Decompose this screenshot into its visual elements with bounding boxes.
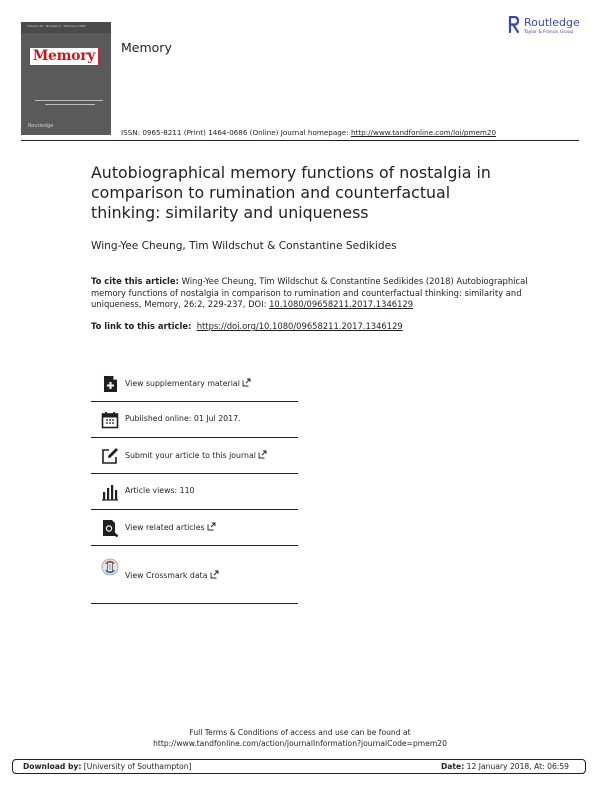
edit-icon bbox=[101, 447, 119, 465]
crossmark-item[interactable] bbox=[91, 568, 298, 604]
article-title: Autobiographical memory functions of nostalgia in comparison to rumination and counterfactual thinking: similarity and uniqueness bbox=[91, 163, 491, 222]
article-link-label: To link to this article: bbox=[91, 321, 192, 331]
publisher-tagline: Taylor & Francis Group bbox=[524, 30, 574, 35]
citation-label: To cite this article: bbox=[91, 276, 179, 286]
citation-text: Wing-Yee Cheung, Tim Wildschut & Constantine Sedikides (2018) Autobiographical memory functions of nostalgia in comparison to rumination and counterfactual thinking: similarity and uniqueness, Memory, 26:2, 229-237, DOI: bbox=[91, 276, 528, 310]
item-divider bbox=[91, 545, 298, 546]
terms-footer bbox=[0, 727, 600, 749]
publisher-name: Routledge bbox=[524, 16, 580, 29]
item-divider bbox=[91, 603, 298, 604]
article-authors: Wing-Yee Cheung, Tim Wildschut & Constantine Sedikides bbox=[91, 240, 397, 252]
terms-url[interactable]: http://www.tandfonline.com/action/journalInformation?journalCode=pmem20 bbox=[153, 739, 447, 748]
external-link-icon bbox=[258, 450, 267, 459]
published-item bbox=[91, 402, 298, 438]
routledge-r-icon bbox=[508, 16, 519, 33]
citation bbox=[91, 276, 531, 311]
article-url-link[interactable]: https://doi.org/10.1080/09658211.2017.1346129 bbox=[196, 321, 403, 331]
crossmark-icon bbox=[101, 558, 119, 576]
crossmark-label[interactable]: View Crossmark data bbox=[125, 570, 219, 580]
download-info-bar bbox=[12, 759, 586, 774]
journal-homepage-link[interactable]: http://www.tandfonline.com/loi/pmem20 bbox=[350, 128, 497, 137]
published-label: Published online: 01 Jul 2017. bbox=[125, 414, 241, 423]
submit-item[interactable] bbox=[91, 438, 298, 474]
journal-cover bbox=[21, 22, 111, 135]
related-label[interactable]: View related articles bbox=[125, 522, 216, 532]
submit-label[interactable]: Submit your article to this journal bbox=[125, 450, 267, 460]
cover-issue-line: Volume 26 · Number 2 · February 2018 bbox=[27, 25, 86, 28]
external-link-icon bbox=[207, 522, 216, 531]
cover-divider bbox=[45, 104, 95, 105]
calendar-icon bbox=[101, 411, 119, 429]
views-label: Article views: 110 bbox=[125, 486, 195, 495]
supplementary-item[interactable] bbox=[91, 366, 298, 402]
supplementary-label[interactable]: View supplementary material bbox=[125, 378, 251, 388]
supplementary-icon bbox=[101, 375, 119, 393]
views-item bbox=[91, 474, 298, 510]
download-by: Download by: [University of Southampton] bbox=[23, 762, 192, 771]
journal-name: Memory bbox=[121, 40, 172, 55]
terms-line: Full Terms & Conditions of access and use can be found at bbox=[189, 728, 411, 737]
cover-brand: Routledge bbox=[28, 123, 54, 129]
doi-link[interactable]: 10.1080/09658211.2017.1346129 bbox=[269, 299, 414, 310]
issn-text: ISSN: 0965-8211 (Print) 1464-0686 (Online) Journal homepage: bbox=[121, 128, 351, 137]
header-rule bbox=[21, 140, 579, 141]
external-link-icon bbox=[242, 378, 251, 387]
bar-chart-icon bbox=[101, 483, 119, 501]
issn-line bbox=[121, 128, 496, 137]
cover-divider bbox=[35, 100, 103, 101]
external-link-icon bbox=[210, 570, 219, 579]
article-link bbox=[91, 321, 403, 331]
search-icon bbox=[101, 519, 119, 537]
download-date: Date: 12 January 2018, At: 06:59 bbox=[441, 762, 569, 771]
related-item[interactable] bbox=[91, 510, 298, 546]
cover-logo: Memory bbox=[29, 47, 99, 66]
